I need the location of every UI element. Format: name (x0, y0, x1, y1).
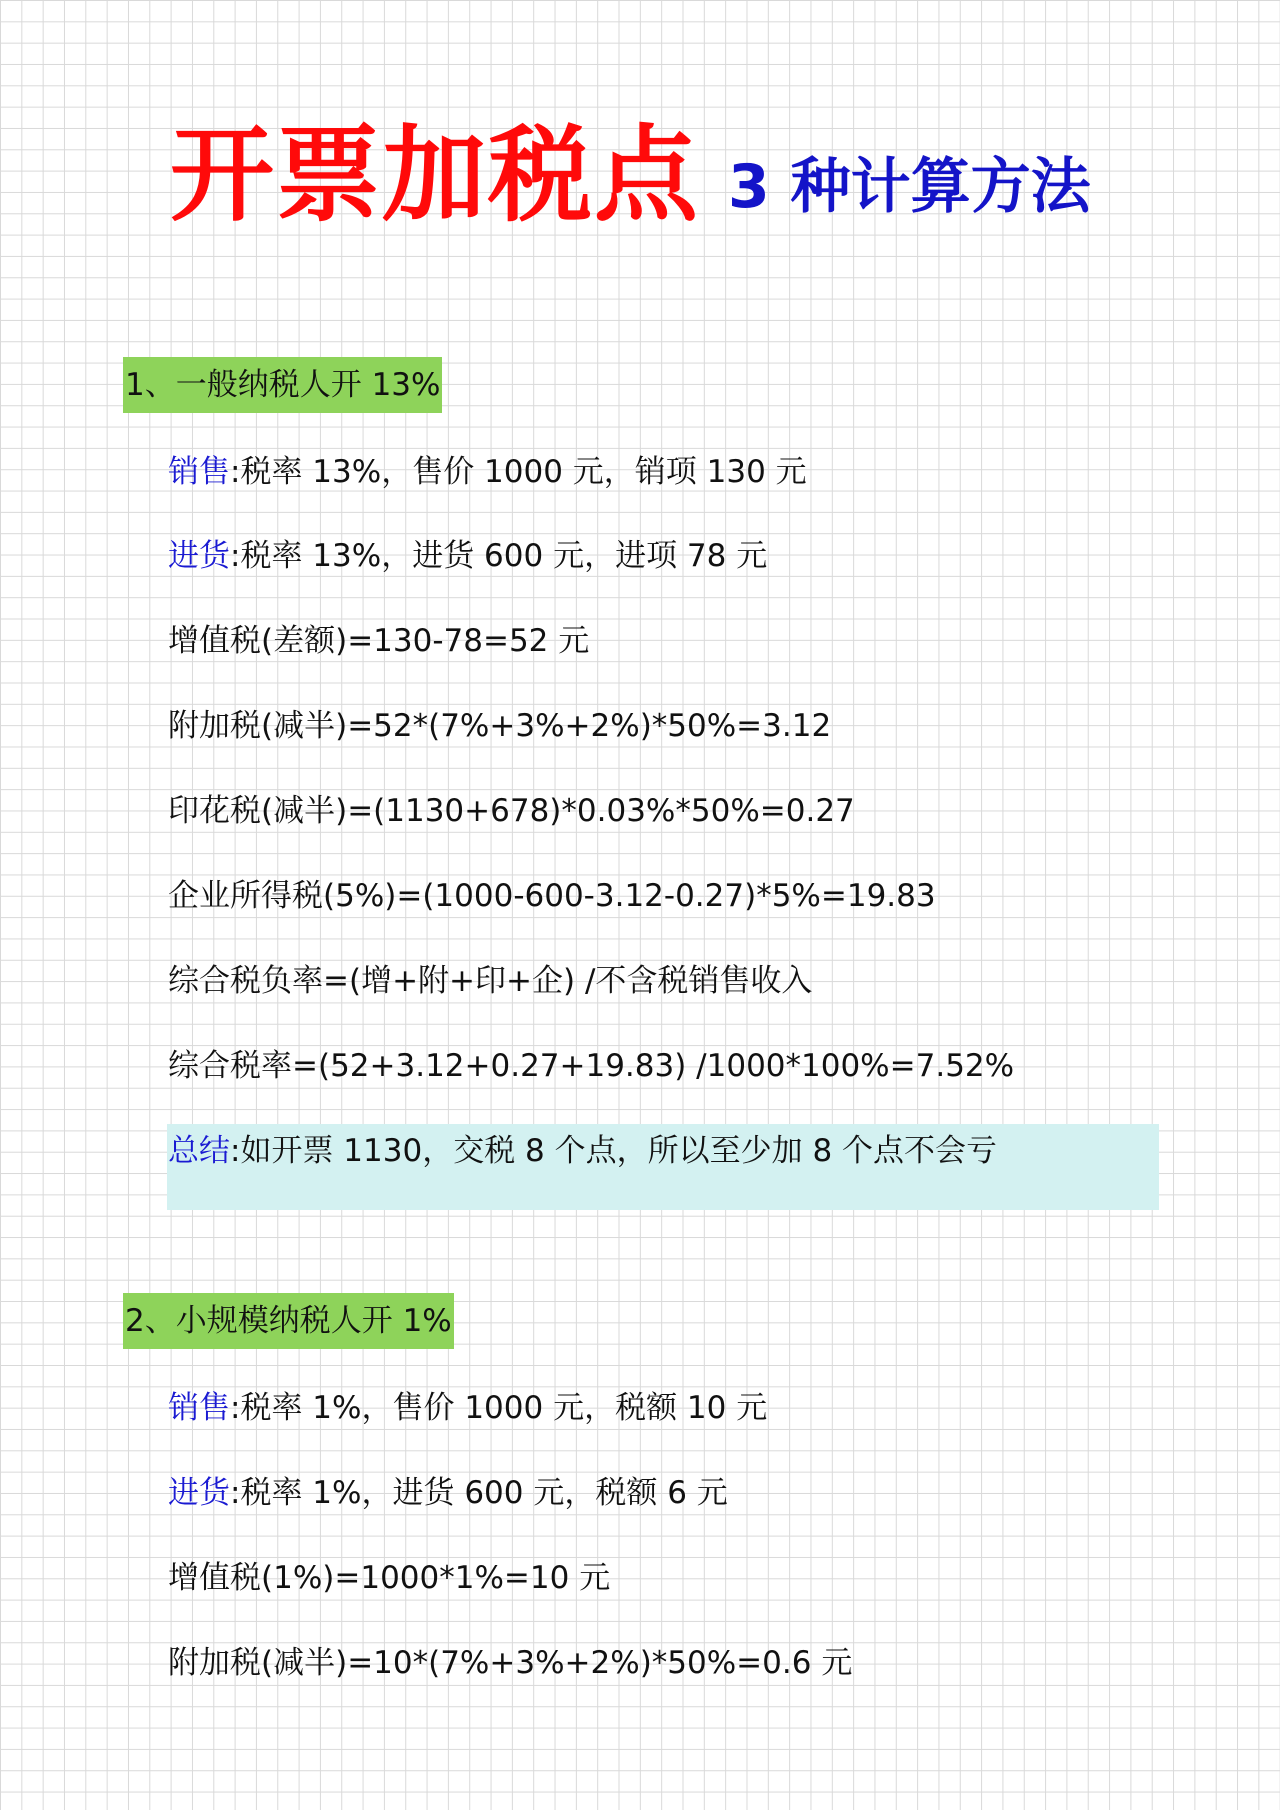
s1-surcharge-line: 附加税(减半)=52*(7%+3%+2%)*50%=3.12 (168, 708, 832, 744)
s2-sales-label: 销售 (168, 1390, 230, 1426)
page-title (170, 114, 1170, 236)
s2-sales-text: :税率 1%，售价 1000 元，税额 10 元 (230, 1390, 768, 1426)
s1-vat-line: 增值税(差额)=130-78=52 元 (168, 623, 590, 659)
title-subtitle: 3 种计算方法 (728, 152, 1091, 223)
s2-purchase-text: :税率 1%，进货 600 元，税额 6 元 (230, 1475, 728, 1511)
s2-surcharge-line: 附加税(减半)=10*(7%+3%+2%)*50%=0.6 元 (168, 1645, 853, 1681)
s1-purchase-line (168, 534, 767, 578)
s2-purchase-label: 进货 (168, 1475, 230, 1511)
s1-sales-line (168, 450, 807, 494)
title-main: 开票加税点 (170, 114, 701, 236)
s1-sales-text: :税率 13%，售价 1000 元，销项 130 元 (230, 454, 807, 490)
s1-burden-value-line: 综合税率=(52+3.12+0.27+19.83) /1000*100%=7.52% (168, 1048, 1015, 1084)
s1-income-tax-line: 企业所得税(5%)=(1000-600-3.12-0.27)*5%=19.83 (168, 878, 936, 914)
s2-vat-line: 增值税(1%)=1000*1%=10 元 (168, 1560, 611, 1596)
s2-purchase-line (168, 1471, 728, 1515)
s1-purchase-label: 进货 (168, 538, 230, 574)
s1-sales-label: 销售 (168, 454, 230, 490)
s1-purchase-text: :税率 13%，进货 600 元，进项 78 元 (230, 538, 768, 574)
s1-summary-line (168, 1129, 997, 1173)
s1-burden-formula-line: 综合税负率=(增+附+印+企) /不含税销售收入 (168, 963, 813, 999)
section-2-heading: 2、小规模纳税人开 1% (123, 1293, 454, 1349)
s1-summary-text: :如开票 1130，交税 8 个点，所以至少加 8 个点不会亏 (230, 1133, 998, 1169)
s1-summary-label: 总结 (168, 1133, 230, 1169)
s1-stamp-line: 印花税(减半)=(1130+678)*0.03%*50%=0.27 (168, 793, 855, 829)
section-1-heading: 1、一般纳税人开 13% (123, 357, 442, 413)
s2-sales-line (168, 1386, 767, 1430)
